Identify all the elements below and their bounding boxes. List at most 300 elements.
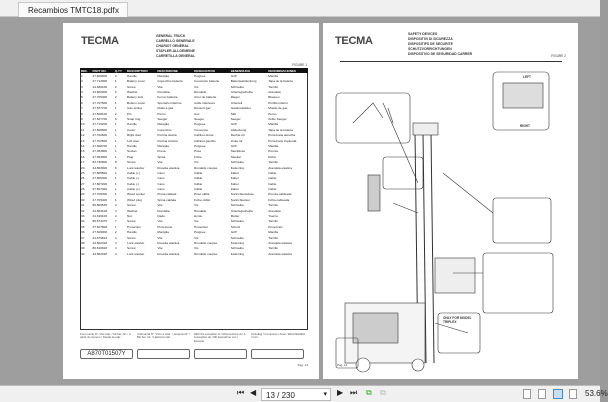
table-row xyxy=(80,197,308,202)
cell-denominacion: Tornillo xyxy=(268,246,279,251)
title-line: DISPOSITIVI DI SICUREZZA xyxy=(408,37,453,41)
cell-descrizione: Portina sinistra xyxy=(157,138,178,143)
cell-ref: 38 xyxy=(81,240,85,245)
cell-denominacion: Portezuela izquierda xyxy=(268,138,297,143)
exploded-diagram xyxy=(323,63,578,383)
title-line: CARRETILLA GENERAL xyxy=(156,54,196,58)
table-row xyxy=(80,73,308,78)
two-page-continuous-icon[interactable] xyxy=(569,389,577,399)
cell-benennung: Kabel xyxy=(230,170,239,175)
document-view[interactable] xyxy=(0,17,600,385)
cell-benennung: Kabel xyxy=(230,176,239,181)
cell-qty: 1 xyxy=(114,138,117,143)
cell-benennung: Griff xyxy=(230,230,237,235)
cell-descrizione: Perno xyxy=(157,111,166,116)
cell-part-no: 27.508100 xyxy=(92,111,108,116)
cell-description: Cable (-) xyxy=(127,181,140,186)
cell-qty: 1 xyxy=(114,127,117,132)
cell-part-no: 44.810100 xyxy=(92,214,108,219)
cell-qty: 2 xyxy=(114,230,117,235)
cell-descrizione: Vite xyxy=(157,246,163,251)
cell-benennung: Gasdruckfeder xyxy=(230,106,251,111)
previous-page-icon[interactable]: ◀ xyxy=(250,388,257,397)
table-row xyxy=(80,84,308,89)
table-row xyxy=(80,192,308,197)
continuous-view-icon[interactable] xyxy=(538,389,546,399)
cell-qty: 2 xyxy=(114,84,117,89)
figure-label: FIGURE 2 xyxy=(551,54,566,58)
cell-denominacion: Manilla xyxy=(268,230,279,235)
cell-ref: 26 xyxy=(81,176,85,181)
cell-designation: Ecrou xyxy=(194,214,203,219)
cell-part-no: 27.607700 xyxy=(92,117,108,121)
cell-denominacion: Arandela elastica xyxy=(268,165,292,170)
cell-description: Screw xyxy=(127,160,136,165)
page-number: Pag. 13 xyxy=(297,363,308,367)
cell-part-no: 27.705300 xyxy=(92,192,108,197)
title-line: SAFETY DEVICES xyxy=(408,32,438,36)
exception-box xyxy=(194,349,247,359)
cell-designation: Arret de batterie xyxy=(194,95,217,100)
cell-denominacion: Manilla xyxy=(268,143,279,148)
cell-description: Left door xyxy=(127,138,140,143)
cell-description: Plug xyxy=(127,154,134,159)
bottom-toolbar xyxy=(0,385,608,402)
cell-part-no: 27.508600 xyxy=(92,127,108,132)
cell-qty: 1 xyxy=(114,106,117,111)
cell-part-no: 27.805300 xyxy=(92,176,108,181)
cell-benennung: Griff xyxy=(230,122,237,127)
cell-description: Washer xyxy=(127,208,138,213)
cell-qty: 1 xyxy=(114,170,117,175)
cell-denominacion: Ficha xyxy=(268,154,276,159)
cell-description: Screw xyxy=(127,84,136,89)
cell-qty: 1 xyxy=(114,100,117,105)
cell-part-no: 27.713000 xyxy=(92,79,108,84)
cell-benennung: Federring xyxy=(230,165,244,170)
cell-description: Washer xyxy=(127,90,138,95)
cell-part-no: 27.608700 xyxy=(92,143,108,148)
cell-ref: 10 xyxy=(81,122,85,127)
cell-descrizione: Vite xyxy=(157,235,163,240)
chevron-down-icon[interactable]: ▾ xyxy=(323,391,327,398)
cell-part-no: 44.803100 xyxy=(92,208,108,213)
cell-ref: 25 xyxy=(81,170,85,175)
cell-designation: Rondelle coupée xyxy=(194,240,218,245)
cell-denominacion: Cable xyxy=(268,187,277,192)
cell-benennung: Seeger xyxy=(230,117,241,121)
cell-descrizione: Cavo xyxy=(157,187,165,192)
cell-description: Nut xyxy=(127,214,132,219)
cell-designation: Vis xyxy=(194,160,199,165)
table-row xyxy=(80,213,308,218)
cell-denominacion: Arandela xyxy=(268,208,281,213)
until-box xyxy=(137,349,190,359)
cell-ref: 2 xyxy=(81,79,83,84)
cell-description: Lock washer xyxy=(127,251,145,256)
title-line: STAPLER-ALLGEMEINE xyxy=(156,49,195,53)
cell-description: Handle xyxy=(127,73,137,78)
cell-benennung: Schraube xyxy=(230,84,244,89)
cell-qty: 1 xyxy=(114,176,117,181)
cell-denominacion: Arandela elastica xyxy=(268,251,292,256)
cell-denominacion: Protección xyxy=(268,224,283,229)
cell-qty: 2 xyxy=(114,95,117,100)
next-page-icon[interactable]: ▶ xyxy=(337,388,344,397)
table-row xyxy=(80,106,308,111)
cell-part-no: 27.705400 xyxy=(92,197,108,202)
cell-benennung: Schraube xyxy=(230,160,244,165)
cell-denominacion: Tornillo xyxy=(268,203,279,208)
cell-benennung: Sockt-Stecker xyxy=(230,197,250,202)
cell-ref: 37 xyxy=(81,235,85,240)
cell-benennung: Schraube xyxy=(230,203,244,208)
cell-descrizione: Rosetta elastica xyxy=(157,240,180,245)
cell-designation: Couvercle batterie xyxy=(194,79,220,84)
cell-ref: 3 xyxy=(81,84,83,89)
cell-qty: 1 xyxy=(114,224,117,229)
cell-denominacion: Tapa de la bateria xyxy=(268,79,293,84)
cell-qty: 8 xyxy=(114,160,117,165)
cell-benennung: Stift xyxy=(230,111,237,116)
cell-designation: Seeger xyxy=(194,117,205,121)
cell-ref: 36 xyxy=(81,230,85,235)
cell-descrizione: Cavo xyxy=(157,181,165,186)
cell-benennung: Federring xyxy=(230,251,244,256)
table-row xyxy=(80,132,308,137)
table-row xyxy=(80,122,308,127)
page-value: 13 / 230 xyxy=(266,391,295,400)
cell-designation: Vis xyxy=(194,219,199,224)
cell-ref: 35 xyxy=(81,224,85,229)
close-tab-icon[interactable]: x xyxy=(115,6,119,15)
cell-qty: 4 xyxy=(114,240,117,245)
cell-designation: Ressort gaz xyxy=(194,106,211,111)
cell-part-no: 44.680100 xyxy=(92,84,108,89)
cell-designation: Cabinet gauche xyxy=(194,138,216,143)
cell-benennung: Stecker xyxy=(230,154,242,159)
cell-qty: 4 xyxy=(114,214,117,219)
cell-part-no: 27.707500 xyxy=(92,100,108,105)
column-header: DENOMINACIONES xyxy=(267,68,308,73)
cell-denominacion: Prensa xyxy=(268,149,279,154)
cell-ref: 4 xyxy=(81,90,83,95)
cell-designation: Prise xyxy=(194,149,202,154)
cell-denominacion: Bloqueo xyxy=(268,95,280,100)
cell-part-no: 27.705400 xyxy=(92,95,108,100)
cell-descrizione: Molla a gas xyxy=(157,106,174,111)
cell-descrizione: Rondella xyxy=(157,90,170,95)
cell-descrizione: Coperchio xyxy=(157,127,172,132)
column-header: DESIGNATION xyxy=(193,68,230,73)
cell-denominacion: Arandela elastica xyxy=(268,240,292,245)
cell-qty: 2 xyxy=(114,90,117,95)
cell-descrizione: Cavo xyxy=(157,176,165,181)
cell-denominacion: Tornillo xyxy=(268,235,279,240)
cell-description: Handle xyxy=(127,230,137,235)
table-row xyxy=(80,100,308,105)
table-row xyxy=(80,208,308,213)
cell-descrizione: Spina xyxy=(157,154,166,159)
cell-part-no: 44.802000 xyxy=(92,90,108,95)
page-number: Pag. 14 xyxy=(337,363,348,367)
cell-benennung: Griff xyxy=(230,143,237,148)
title-line: GENERAL TRUCK xyxy=(156,34,186,38)
cell-ref: 20 xyxy=(81,165,85,170)
cell-descrizione: Maniglia xyxy=(157,73,169,78)
zoom-level[interactable]: 53.6% xyxy=(585,389,608,398)
cell-qty: 4 xyxy=(114,208,117,213)
cell-designation: Rondelle coupée xyxy=(194,251,218,256)
cell-ref: 8 xyxy=(81,111,83,116)
cell-designation: Vis xyxy=(194,203,199,208)
table-row xyxy=(80,154,308,159)
cell-part-no: 44.803000 xyxy=(92,165,108,170)
cell-part-no: 27.607800 xyxy=(92,224,108,229)
table-row xyxy=(80,240,308,245)
cell-descrizione: Presa xyxy=(157,149,166,154)
cell-part-no: 44.802018 xyxy=(92,240,108,245)
cell-description: Wired socket xyxy=(127,192,145,197)
cell-part-no: 27.702500 xyxy=(92,138,108,143)
cell-part-no: 86.810818 xyxy=(92,246,108,251)
cell-qty: 4 xyxy=(114,246,117,251)
cell-qty: 1 xyxy=(114,181,117,186)
cell-descrizione: Maniglia xyxy=(157,230,169,235)
cell-qty: 1 xyxy=(114,192,117,197)
cell-description: Lock washer xyxy=(127,240,145,245)
cell-benennung: Unterteil xyxy=(230,100,243,105)
cell-descrizione: Coperchio batteria xyxy=(157,79,183,84)
cell-qty: 1 xyxy=(114,149,117,154)
cell-descrizione: Rondella xyxy=(157,208,170,213)
cell-part-no: 27.537700 xyxy=(92,106,108,111)
triplex-note: ONLY FOR MODEL TRIPLEX xyxy=(443,316,472,324)
cell-denominacion: Cable xyxy=(268,170,277,175)
cell-denominacion: Manilla xyxy=(268,122,279,127)
cell-part-no: 86.800525 xyxy=(92,203,108,208)
cell-denominacion: Arandela xyxy=(268,90,281,95)
cell-designation: Fiche câblé xyxy=(194,197,210,202)
cell-qty: 4 xyxy=(114,251,117,256)
cell-descrizione: Protezione xyxy=(157,224,173,229)
fit-page-icon[interactable]: ⧉ xyxy=(366,388,372,397)
cell-descrizione: Portina destra xyxy=(157,133,177,138)
tecma-logo: TECMA xyxy=(335,35,373,47)
cell-ref: 9 xyxy=(81,117,83,121)
cell-benennung: Schutz xyxy=(230,224,241,229)
cell-description: Lock washer xyxy=(127,165,145,170)
cell-descrizione: Cavo xyxy=(157,170,165,175)
cell-qty: 1 xyxy=(114,122,117,127)
cell-part-no: 27.807200 xyxy=(92,181,108,186)
tab-bar xyxy=(0,0,600,17)
footer-including: Including / Compreso / Avec / Einschließlich / Con: xyxy=(251,332,306,340)
cell-designation: Protection xyxy=(194,224,209,229)
figure-label: FIGURE 1 xyxy=(292,63,307,67)
fit-width-icon[interactable]: ⧉ xyxy=(380,388,386,397)
table-row xyxy=(80,181,308,186)
column-header: DESCRIZIONE xyxy=(156,68,193,73)
first-page-icon[interactable]: ⏮ xyxy=(237,388,245,397)
cell-benennung: Steckdose xyxy=(230,149,246,154)
cell-designation: Poignee xyxy=(194,73,206,78)
cell-benennung: Griff xyxy=(230,73,237,78)
divider xyxy=(340,61,562,62)
cell-part-no: 27.609000 xyxy=(92,230,108,235)
cell-designation: Vis xyxy=(194,84,199,89)
cell-denominacion: Tornillo xyxy=(268,219,279,224)
left-label: LEFT xyxy=(523,75,531,79)
two-page-view-icon[interactable] xyxy=(553,389,563,399)
footer-from: From serial N° / Da matr. / Ab Ser.-Nr. / A partir du numero / Desde la matr.: xyxy=(80,332,131,340)
cell-ref: 33 xyxy=(81,214,85,219)
cell-part-no: 27.609000 xyxy=(92,73,108,78)
cell-descrizione: Seeger xyxy=(157,117,168,121)
cell-description: Handle xyxy=(127,143,137,148)
cell-benennung: Schraube xyxy=(230,219,244,224)
table-row xyxy=(80,203,308,208)
cell-descrizione: Spina cablata xyxy=(157,197,177,202)
cell-qty: 1 xyxy=(114,79,117,84)
cell-qty: 7 xyxy=(114,219,117,224)
cell-ref: 30 xyxy=(81,197,85,202)
cell-ref: 39 xyxy=(81,246,85,251)
cell-qty: 6 xyxy=(114,117,117,121)
cell-qty: 2 xyxy=(114,111,117,116)
cell-denominacion: Anillo Seeger xyxy=(268,117,287,121)
column-header: BENENNUNG xyxy=(230,68,268,73)
title-line: CARRELLO GENERALE xyxy=(156,39,195,43)
cell-denominacion: Portillo inferior xyxy=(268,100,288,105)
page-14 xyxy=(323,23,578,379)
single-page-view-icon[interactable] xyxy=(523,389,531,399)
cell-ref: 16 xyxy=(81,154,85,159)
title-line: DISPOSITIVO DE SEGURIDAD CARRER xyxy=(408,52,473,56)
cell-benennung: Linke tür xyxy=(230,138,243,143)
cell-designation: Câble xyxy=(194,170,203,175)
cell-ref: 28 xyxy=(81,187,85,192)
cell-ref: 40 xyxy=(81,251,85,256)
cell-qty: 8 xyxy=(114,165,117,170)
cell-denominacion: Cable xyxy=(268,176,277,181)
cell-benennung: Riegel xyxy=(230,95,240,100)
cell-designation: Poignee xyxy=(194,122,206,127)
last-page-icon[interactable]: ⏭ xyxy=(350,388,358,397)
cell-part-no: 86.874475 xyxy=(92,219,108,224)
cell-denominacion: Tornillo xyxy=(268,84,279,89)
cell-descrizione: Maniglia xyxy=(157,122,169,127)
cell-descrizione: Vite xyxy=(157,160,163,165)
cell-designation: Axe xyxy=(194,111,200,116)
table-row xyxy=(80,176,308,181)
page-number-input[interactable] xyxy=(261,388,331,401)
cell-benennung: Kabel xyxy=(230,187,239,192)
cell-part-no: 27.353900 xyxy=(92,154,108,159)
table-row xyxy=(80,116,308,121)
cell-ref: 31 xyxy=(81,203,85,208)
cell-description: Right door xyxy=(127,133,142,138)
cell-descrizione: Vite xyxy=(157,219,163,224)
cell-qty: 4 xyxy=(114,73,117,78)
cell-designation: Couvercle xyxy=(194,127,209,132)
cell-description: Screw xyxy=(127,203,136,208)
cell-part-no: 27.719200 xyxy=(92,122,108,127)
page-13 xyxy=(63,23,319,379)
cell-ref: 13 xyxy=(81,138,85,143)
cell-description: Cable (+) xyxy=(127,187,140,192)
cell-description: Cover xyxy=(127,127,136,132)
cell-designation: Rondelle xyxy=(194,90,207,95)
tecma-logo: TECMA xyxy=(81,35,119,47)
cell-part-no: 27.702600 xyxy=(92,133,108,138)
cell-benennung: Kabel xyxy=(230,181,239,186)
cell-denominacion: Perno xyxy=(268,111,277,116)
cell-ref: 6 xyxy=(81,100,83,105)
table-row xyxy=(80,251,308,256)
cell-ref: 12 xyxy=(81,133,85,138)
table-row xyxy=(80,111,308,116)
cell-ref: 1 xyxy=(81,73,83,78)
table-row xyxy=(80,235,308,240)
cell-description: Battery cover xyxy=(127,79,146,84)
cell-designation: Câble xyxy=(194,176,203,181)
cell-benennung: Abdeckung xyxy=(230,127,247,132)
column-header: Q.TY xyxy=(114,68,126,73)
cell-description: Socket xyxy=(127,149,137,154)
cell-descrizione: Rosetta elastica xyxy=(157,251,180,256)
cell-designation: Rondelle coupée xyxy=(194,165,218,170)
cell-description: Wired plug xyxy=(127,197,142,202)
cell-benennung: Unterlegscheibe xyxy=(230,90,254,95)
cell-denominacion: Tuerca xyxy=(268,214,278,219)
cell-qty: 1 xyxy=(114,154,117,159)
cell-denominacion: Portezuela derecha xyxy=(268,133,296,138)
cell-descrizione: Presa cablata xyxy=(157,192,177,197)
tab-title: Recambios TMTC18.pdf xyxy=(28,6,115,15)
cell-descrizione: Fermo batteria xyxy=(157,95,178,100)
cell-qty: 4 xyxy=(114,203,117,208)
cell-designation: Poignee xyxy=(194,143,206,148)
column-header: PART NO. xyxy=(91,68,113,73)
table-row xyxy=(80,127,308,132)
column-header: DESCRIPTION xyxy=(126,68,156,73)
cell-descrizione: Dado xyxy=(157,214,165,219)
cell-descrizione: Maniglia xyxy=(157,143,169,148)
cell-ref: 5 xyxy=(81,95,83,100)
cell-ref: 32 xyxy=(81,208,85,213)
cell-part-no: 27.353800 xyxy=(92,149,108,154)
cell-descrizione: Vite xyxy=(157,84,163,89)
cell-ref: 29 xyxy=(81,192,85,197)
cell-ref: 17 xyxy=(81,160,85,165)
cell-designation: Vis xyxy=(194,246,199,251)
cell-benennung: Mutter xyxy=(230,214,240,219)
document-tab[interactable] xyxy=(18,2,128,17)
cell-descrizione: Vite xyxy=(157,203,163,208)
cell-description: Protection xyxy=(127,224,141,229)
table-row xyxy=(80,165,308,170)
cell-designation: Fiche xyxy=(194,154,202,159)
cell-denominacion: Tornillo xyxy=(268,160,279,165)
right-label: RIGHT xyxy=(520,124,530,128)
table-row xyxy=(80,170,308,175)
cell-designation: Cabinet droite xyxy=(194,133,214,138)
cell-part-no: 31.879813 xyxy=(92,235,108,240)
cell-description: Handle xyxy=(127,122,137,127)
table-row xyxy=(80,186,308,191)
cell-description: Cable (+) xyxy=(127,170,140,175)
